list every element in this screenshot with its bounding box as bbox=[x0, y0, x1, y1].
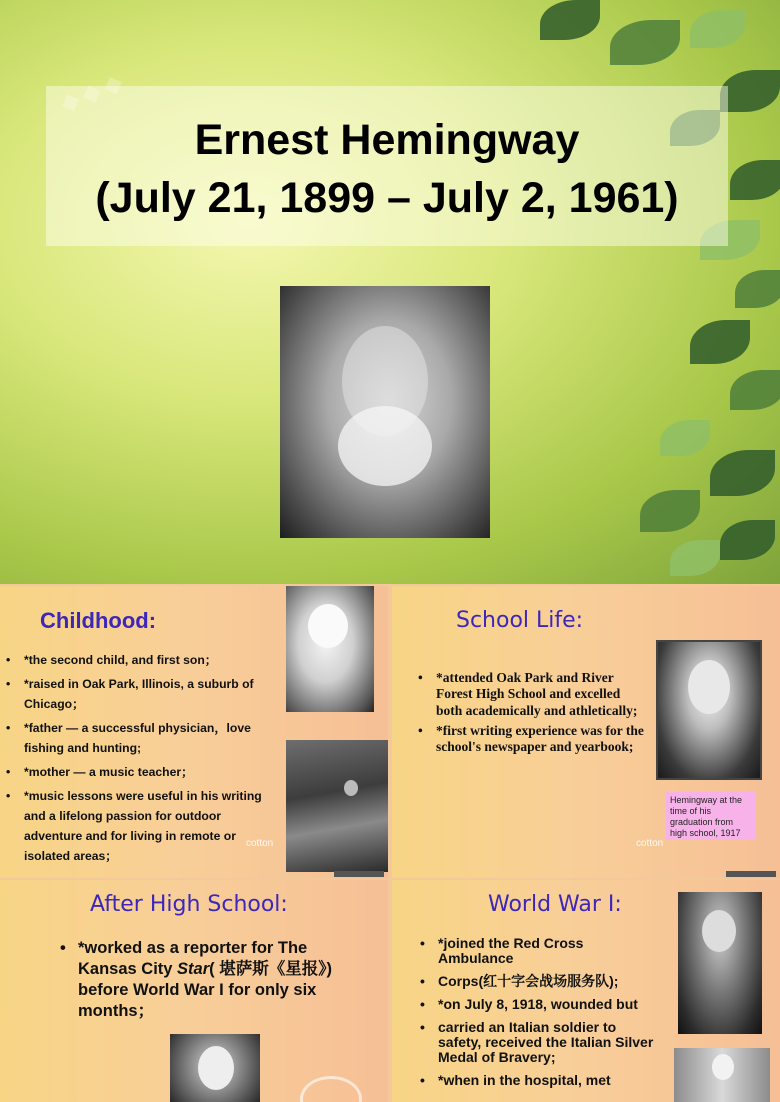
list-item: • *joined the Red Cross Ambulance bbox=[420, 936, 658, 966]
decorative-circle bbox=[300, 1076, 362, 1102]
title-dates: (July 21, 1899 – July 2, 1961) bbox=[95, 174, 679, 222]
world-war-slide bbox=[392, 880, 780, 1102]
list-item: • *raised in Oak Park, Illinois, a suburb of Chicago； bbox=[6, 674, 278, 714]
title-box bbox=[46, 86, 728, 246]
footer-logo bbox=[334, 871, 384, 877]
cotton-watermark: cotton bbox=[246, 838, 274, 849]
world-war-heading: World War Ⅰ: bbox=[488, 892, 622, 917]
childhood-heading: Childhood: bbox=[40, 608, 157, 633]
list-item: • carried an Italian soldier to safety, received the Italian Silver Medal of Bravery; bbox=[420, 1020, 658, 1065]
list-item: • *first writing experience was for the school's newspaper and yearbook; bbox=[418, 723, 644, 756]
list-item: • *the second child, and first son； bbox=[6, 650, 278, 670]
reporter-photo bbox=[170, 1034, 260, 1102]
title-name: Ernest Hemingway bbox=[194, 116, 580, 164]
soldier-photo bbox=[678, 892, 762, 1034]
footer-logo bbox=[726, 871, 776, 877]
bullet-italic-text: Star bbox=[177, 960, 210, 978]
forest-photo bbox=[286, 740, 388, 872]
after-high-school-slide bbox=[0, 880, 388, 1102]
nurse-photo bbox=[674, 1048, 770, 1102]
graduation-photo bbox=[656, 640, 762, 780]
list-item: • Corps(红十字会战场服务队); bbox=[420, 974, 658, 989]
photo-caption: Hemingway at the time of his graduation from high school, 1917 bbox=[666, 792, 756, 840]
world-war-bullet-list bbox=[420, 936, 658, 1096]
bullet-text: *worked as a reporter for The Kansas City bbox=[78, 939, 308, 978]
school-life-bullet-list bbox=[418, 670, 644, 759]
hemingway-portrait-photo bbox=[280, 286, 490, 538]
cotton-watermark: cotton bbox=[636, 838, 664, 849]
list-item: • *attended Oak Park and River Forest High School and excelled both academically and athletically; bbox=[418, 670, 644, 719]
list-item: • *mother — a music teacher； bbox=[6, 762, 278, 782]
list-item bbox=[60, 938, 340, 1022]
list-item: • *music lessons were useful in his writing and a lifelong passion for outdoor adventure and for living in remote or isolated areas； bbox=[6, 786, 278, 866]
list-item: • *on July 8, 1918, wounded but bbox=[420, 997, 658, 1012]
childhood-bullet-list bbox=[6, 650, 278, 870]
watermark-pattern: ◆ ◆ ◆ bbox=[57, 69, 126, 116]
baby-photo bbox=[286, 586, 374, 712]
after-high-school-heading: After High School: bbox=[90, 892, 288, 917]
childhood-slide bbox=[0, 586, 388, 878]
list-item: • *father — a successful physician，love fishing and hunting; bbox=[6, 718, 278, 758]
after-high-school-bullet-list bbox=[60, 938, 340, 1022]
list-item: • *when in the hospital, met bbox=[420, 1073, 658, 1088]
school-life-slide bbox=[392, 586, 780, 878]
school-life-heading: School Life: bbox=[456, 608, 584, 633]
bullet-text: ( 堪萨斯《星报》) before World War I for only six months； bbox=[78, 960, 332, 1020]
